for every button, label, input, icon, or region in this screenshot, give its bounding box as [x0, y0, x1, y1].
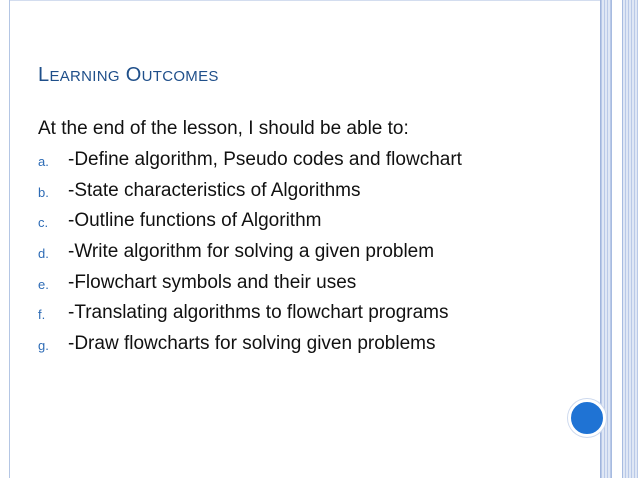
slide-title [38, 63, 219, 89]
intro-text: At the end of the lesson, I should be able to: [38, 118, 409, 139]
outcome-marker: b. [38, 184, 49, 200]
outcome-text: -Draw flowcharts for solving given problems [68, 333, 436, 355]
outcome-marker: c. [38, 215, 49, 231]
title-word-rest: UTCOMES [141, 68, 219, 85]
outcome-text: -Translating algorithms to flowchart programs [68, 302, 449, 324]
decorative-band [611, 0, 623, 478]
outcome-marker: f. [38, 307, 46, 323]
outcome-marker: a. [38, 154, 49, 169]
outcome-text: -Flowchart symbols and their uses [68, 271, 357, 293]
top-border [0, 0, 638, 1]
outcome-text: -Outline functions of Algorithm [68, 210, 322, 232]
outcome-text: -Define algorithm, Pseudo codes and flowchart [68, 149, 462, 170]
outcome-text: -Write algorithm for solving a given problem [68, 241, 435, 263]
title-word-rest: EARNING [49, 68, 120, 85]
decorative-stripes [600, 0, 638, 478]
outcome-text: -State characteristics of Algorithms [68, 179, 361, 201]
title-initial: O [125, 64, 142, 86]
outcome-marker: g. [38, 338, 49, 354]
left-border [0, 0, 10, 478]
outcome-marker: d. [38, 246, 49, 262]
outcome-marker: e. [38, 276, 49, 292]
title-initial: L [38, 64, 50, 86]
decorative-circle [568, 399, 606, 437]
